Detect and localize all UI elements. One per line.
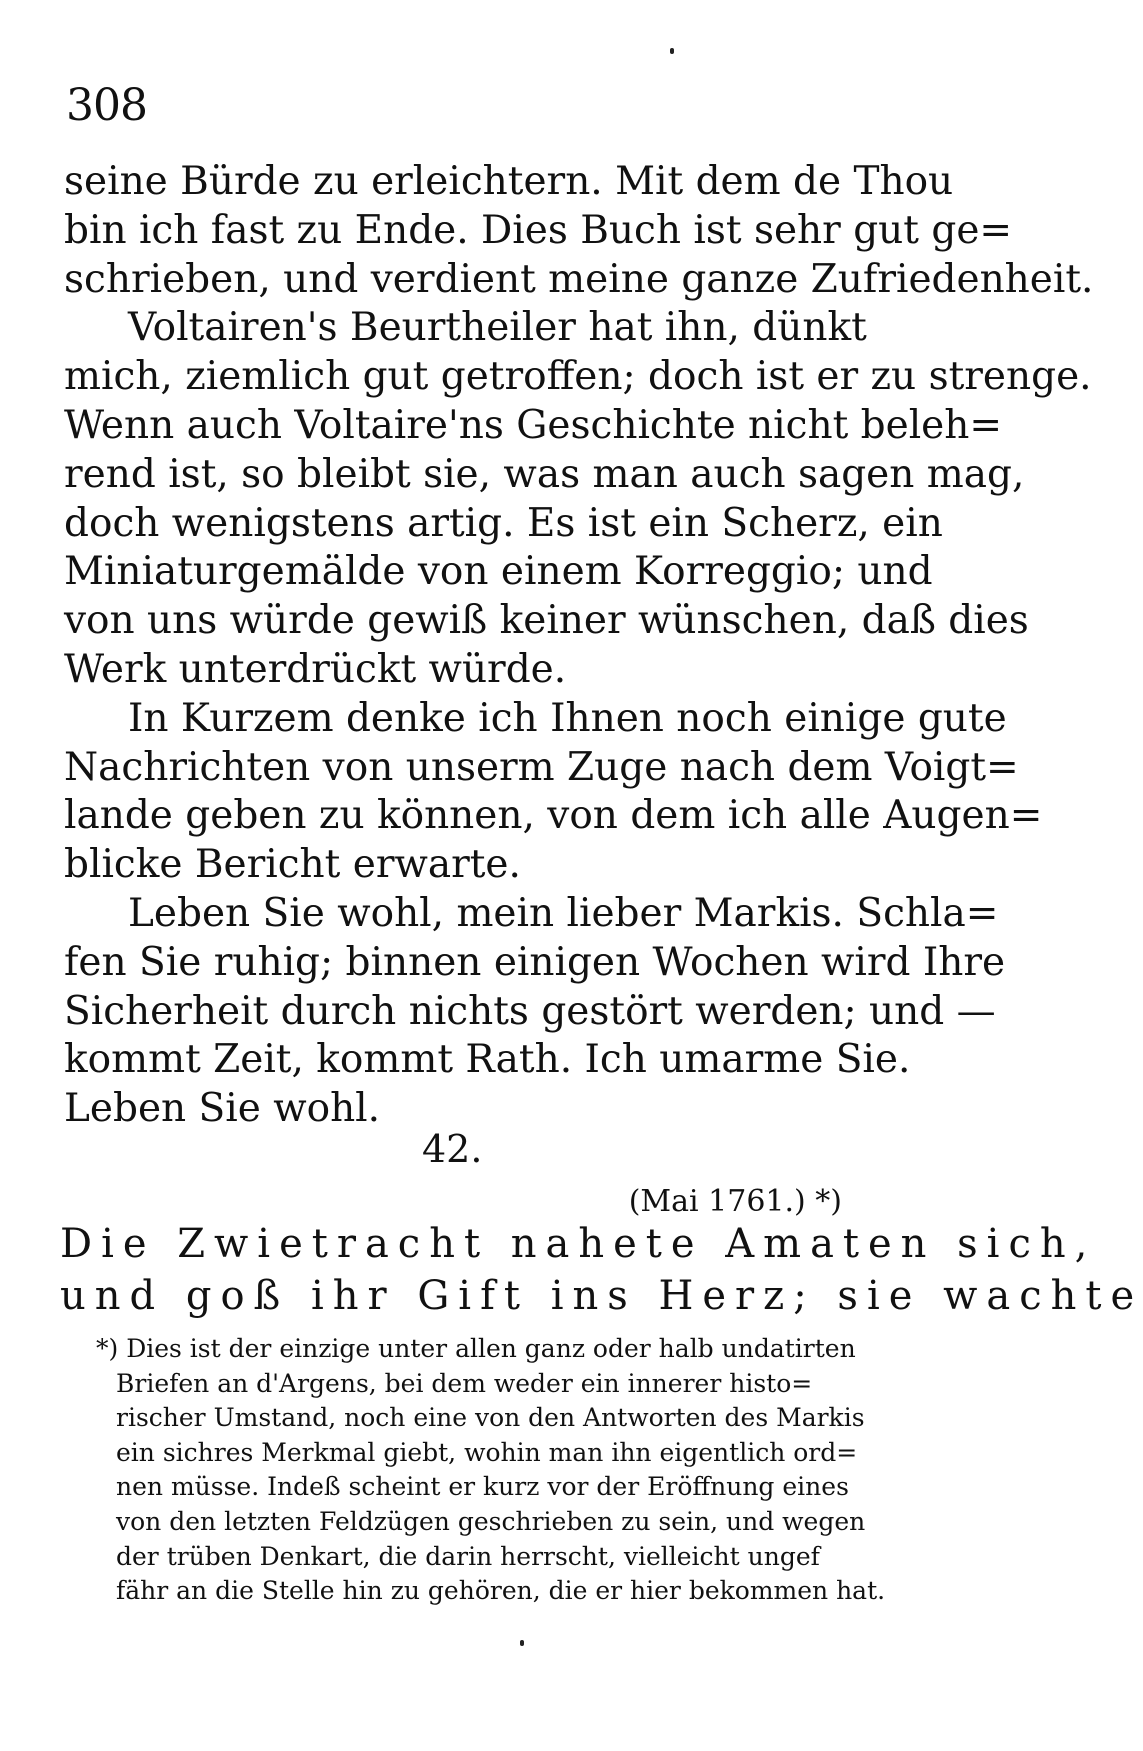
footnote-line: von den letzten Feldzügen geschrieben zu sein, und wegen — [116, 1506, 866, 1536]
print-speck — [520, 1640, 524, 1646]
body-line: bin ich fast zu Ende. Dies Buch ist sehr gut ge= — [64, 207, 1013, 253]
body-line: schrieben, und verdient meine ganze Zufriedenheit. — [64, 256, 1094, 302]
body-line: In Kurzem denke ich Ihnen noch einige gute — [128, 695, 1007, 741]
body-line: seine Bürde zu erleichtern. Mit dem de Thou — [64, 159, 954, 204]
verse-line: Die Zwietracht nahete Amaten sich, — [60, 1221, 1097, 1267]
body-line: rend ist, so bleibt sie, was man auch sagen mag, — [64, 451, 1025, 497]
verse-opening — [60, 1218, 1143, 1322]
body-line: Werk unterdrückt würde. — [64, 646, 567, 692]
verse-line: und goß ihr Gift ins Herz; sie wachte — [60, 1273, 1143, 1319]
body-line: Nachrichten von unserm Zuge nach dem Voigt= — [64, 744, 1019, 790]
body-line: blicke Bericht erwarte. — [64, 842, 521, 888]
footnote-line: der trüben Denkart, die darin herrscht, vielleicht ungef — [116, 1541, 820, 1571]
body-line: Wenn auch Voltaire'ns Geschichte nicht beleh= — [64, 402, 1003, 448]
body-line: Leben Sie wohl, mein lieber Markis. Schla= — [128, 890, 999, 936]
footnote-line: rischer Umstand, noch eine von den Antworten des Markis — [116, 1403, 865, 1433]
letter-body-text — [64, 158, 1094, 1134]
footnote-line: Briefen an d'Argens, bei dem weder ein innerer histo= — [116, 1368, 813, 1398]
footnote-line: nen müsse. Indeß scheint er kurz vor der Eröffnung eines — [116, 1472, 849, 1502]
print-speck — [670, 48, 674, 54]
page-number: 308 — [66, 80, 147, 131]
letter-date: (Mai 1761.) *) — [628, 1184, 842, 1219]
body-line: lande geben zu können, von dem ich alle Augen= — [64, 793, 1043, 839]
footnote-line: ein sichres Merkmal giebt, wohin man ihn eigentlich ord= — [116, 1437, 858, 1467]
letter-number: 42. — [422, 1127, 483, 1171]
footnote-line: *) Dies ist der einzige unter allen ganz oder halb undatirten — [96, 1334, 856, 1363]
body-line: doch wenigstens artig. Es ist ein Scherz, ein — [64, 500, 943, 546]
body-line: fen Sie ruhig; binnen einigen Wochen wird Ihre — [64, 939, 1006, 985]
body-line: von uns würde gewiß keiner wünschen, daß dies — [64, 598, 1029, 644]
body-line: Sicherheit durch nichts gestört werden; und — — [64, 988, 996, 1034]
footnote — [96, 1332, 886, 1609]
body-line: mich, ziemlich gut getroffen; doch ist er zu strenge. — [64, 354, 1092, 400]
footnote-line: fähr an die Stelle hin zu gehören, die er hier bekommen hat. — [116, 1576, 886, 1606]
body-line: Leben Sie wohl. — [64, 1086, 381, 1132]
body-line: Voltairen's Beurtheiler hat ihn, dünkt — [128, 305, 867, 351]
body-line: Miniaturgemälde von einem Korreggio; und — [64, 549, 933, 595]
body-line: kommt Zeit, kommt Rath. Ich umarme Sie. — [64, 1037, 911, 1083]
